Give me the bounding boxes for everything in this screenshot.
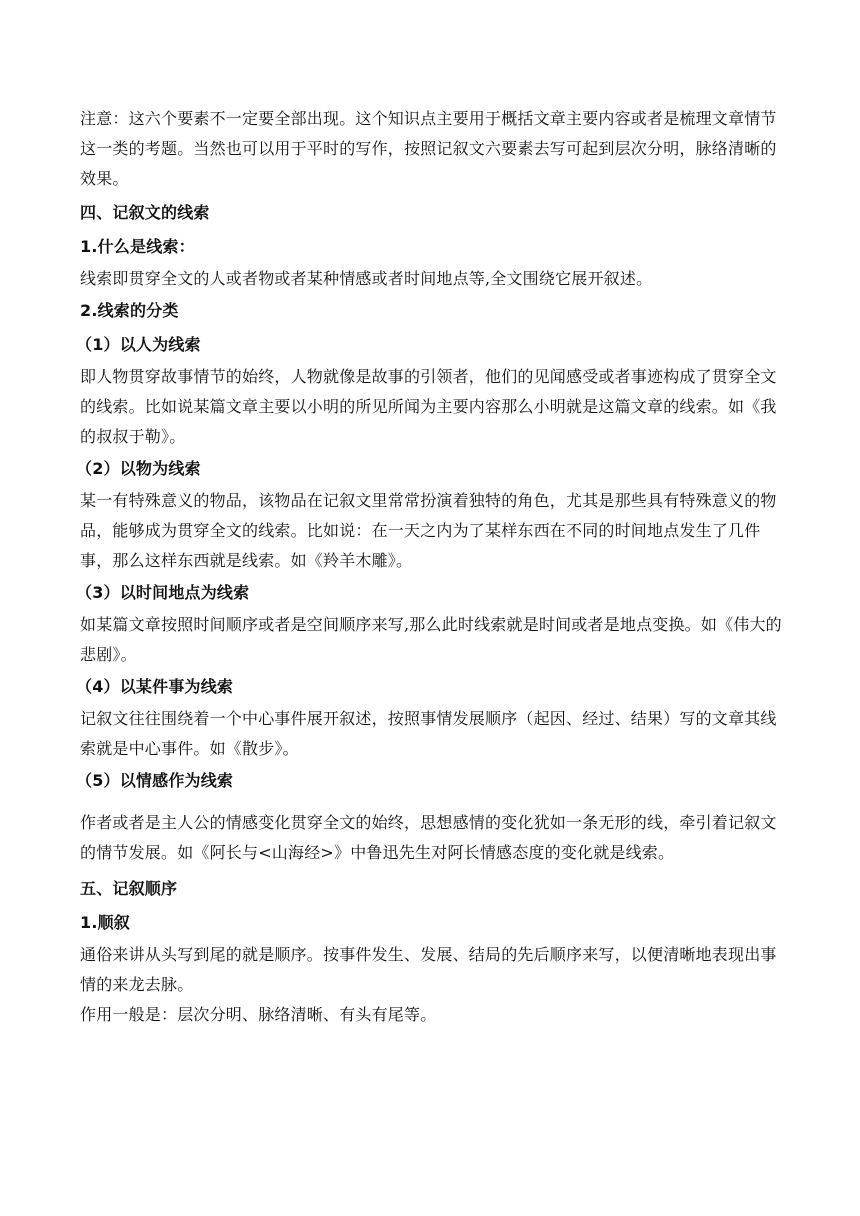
clue-time-place-paragraph: 如某篇文章按照时间顺序或者是空间顺序来写,那么此时线索就是时间或者是地点变换。如《伟大的悲剧》。 [80,615,782,664]
chronological-heading: 1.顺叙 [80,913,131,932]
clue-event-heading: （4）以某件事为线索 [76,677,234,696]
section-5-heading: 五、记叙顺序 [80,879,178,898]
document-body [76,104,792,1030]
clue-object-heading: （2）以物为线索 [76,459,201,478]
clue-person-paragraph: 即人物贯穿故事情节的始终，人物就像是故事的引领者，他们的见闻感受或者事迹构成了贯穿全文的线索。比如说某篇文章主要以小明的所见所闻为主要内容那么小明就是这篇文章的线索。如《我的叔叔于勒》。 [80,367,777,446]
clue-event-paragraph: 记叙文往往围绕着一个中心事件展开叙述，按照事情发展顺序（起因、经过、结果）写的文章其线索就是中心事件。如《散步》。 [80,709,777,758]
clue-emotion-heading: （5）以情感作为线索 [76,771,234,790]
q2-heading: 2.线索的分类 [80,301,179,320]
q1-heading: 1.什么是线索： [80,237,195,256]
chronological-effect: 作用一般是：层次分明、脉络清晰、有头有尾等。 [80,1005,437,1024]
clue-person-heading: （1）以人为线索 [76,335,201,354]
q1-paragraph: 线索即贯穿全文的人或者物或者某种情感或者时间地点等,全文围绕它展开叙述。 [80,269,653,288]
note-paragraph: 注意：这六个要素不一定要全部出现。这个知识点主要用于概括文章主要内容或者是梳理文章情节这一类的考题。当然也可以用于平时的写作，按照记叙文六要素去写可起到层次分明，脉络清晰的效果。 [80,109,777,188]
clue-time-place-heading: （3）以时间地点为线索 [76,583,250,602]
clue-emotion-paragraph: 作者或者是主人公的情感变化贯穿全文的始终，思想感情的变化犹如一条无形的线，牵引着记叙文的情节发展。如《阿长与<山海经>》中鲁迅先生对阿长情感态度的变化就是线索。 [80,813,777,862]
section-4-heading: 四、记叙文的线索 [80,203,210,222]
chronological-paragraph: 通俗来讲从头写到尾的就是顺序。按事件发生、发展、结局的先后顺序来写，以便清晰地表现出事情的来龙去脉。 [80,945,777,994]
clue-object-paragraph: 某一有特殊意义的物品，该物品在记叙文里常常扮演着独特的角色，尤其是那些具有特殊意义的物品，能够成为贯穿全文的线索。比如说：在一天之内为了某样东西在不同的时间地点发生了几件事，那么这样东西就是线索。如《羚羊木雕》。 [80,491,777,570]
